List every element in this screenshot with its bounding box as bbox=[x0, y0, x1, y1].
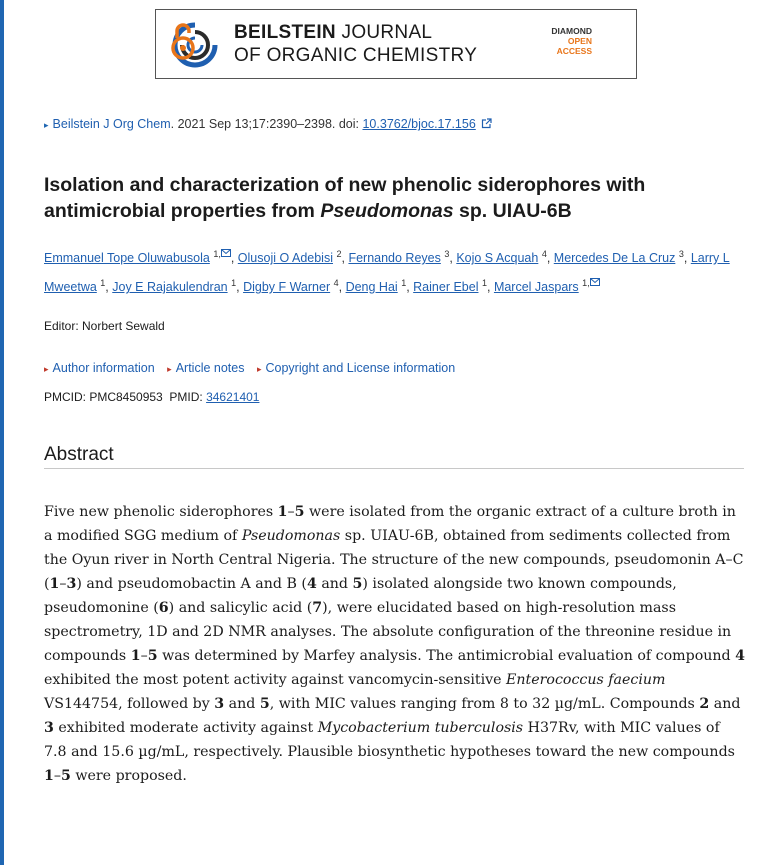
article-notes-toggle[interactable]: ▸ Article notes bbox=[167, 361, 245, 375]
external-link-icon bbox=[481, 118, 492, 129]
affiliation-number: 3 bbox=[678, 249, 684, 259]
identifiers-line: PMCID: PMC8450953 PMID: 34621401 bbox=[44, 390, 260, 404]
copyright-license-toggle[interactable]: ▸ Copyright and License information bbox=[256, 361, 456, 375]
author-link[interactable]: Deng Hai bbox=[345, 280, 398, 295]
email-icon[interactable] bbox=[590, 278, 600, 286]
author-information-toggle[interactable]: ▸ Author information bbox=[44, 361, 155, 375]
author-link[interactable]: Emmanuel Tope Oluwabusola bbox=[44, 251, 210, 266]
affiliation-number: 1 bbox=[100, 278, 106, 289]
expand-triangle-icon: ▸ bbox=[44, 120, 49, 130]
author-link[interactable]: Olusoji O Adebisi bbox=[237, 251, 333, 266]
email-icon[interactable] bbox=[221, 249, 231, 257]
author-list: Emmanuel Tope Oluwabusola $^{1,}$ , Olusoji O Adebisi $^2$, Fernando Reyes $^3$, Kojo S Acquah $^4$, Mercedes De La Cruz $^3$, Larry L Mweetwa $^1$, Joy E Rajakulendran $^1$, Digby F Warner $^4$, Deng Hai $^1$, Rainer Ebel $^1$, Marcel Jaspars $^{1,}$ bbox=[44, 249, 730, 295]
pmid-link[interactable]: 34621401 bbox=[206, 390, 260, 404]
open-access-lock-icon bbox=[170, 21, 196, 61]
info-links bbox=[44, 361, 464, 375]
journal-banner[interactable] bbox=[155, 9, 637, 79]
author-link[interactable]: Larry L Mweetwa bbox=[44, 251, 730, 295]
affiliation-number: 1 bbox=[231, 278, 237, 289]
citation-line: ▸ Beilstein J Org Chem. 2021 Sep 13;17:2390–2398. doi: 10.3762/bjoc.17.156 bbox=[44, 117, 492, 131]
abstract-divider bbox=[44, 468, 744, 469]
journal-citation-link[interactable]: Beilstein J Org Chem bbox=[52, 117, 171, 131]
abstract-heading: Abstract bbox=[44, 444, 114, 465]
author-link[interactable]: Mercedes De La Cruz bbox=[553, 251, 676, 266]
abstract-text: Five new phenolic siderophores 1–5 were isolated from the organic extract of a culture broth in a modified SGG medium of Pseudomonas sp. UIAU-6B, obtained from sediments collected from the Oyun river in North Central Nigeria. The structure of the new compounds, pseudomonin A–C (1–3) and pseudomobactin A and B (4 and 5) isolated alongside two known compounds, pseudomonine (6) and salicylic acid (7), were elucidated based on high-resolution mass spectrometry, 1D and 2D NMR analyses. The absolute configuration of the threonine residue in compounds 1–5 was determined by Marfey analysis. The antimicrobial evaluation of compound 4 exhibited the most potent activity against vancomycin-sensitive Enterococcus faecium VS144754, followed by 3 and 5, with MIC values ranging from 8 to 32 µg/mL. Compounds 2 and 3 exhibited moderate activity against Mycobacterium tuberculosis H37Rv, with MIC values of 7.8 and 15.6 µg/mL, respectively. Plausible biosynthetic hypotheses toward the new compounds 1–5 were proposed. bbox=[44, 504, 745, 784]
access-label: DIAMOND OPEN ACCESS bbox=[551, 26, 592, 56]
affiliation-number: 1, bbox=[213, 249, 231, 259]
journal-name-line1: BEILSTEIN JOURNAL bbox=[234, 22, 433, 43]
affiliation-number: 1, bbox=[582, 278, 600, 288]
pmcid-value: PMC8450953 bbox=[89, 390, 163, 404]
article-title: Isolation and characterization of new phenolic siderophores with antimicrobial properties from Pseudomonas sp. UIAU-6B bbox=[44, 174, 646, 222]
affiliation-number: 4 bbox=[541, 249, 547, 259]
affiliation-number: 3 bbox=[444, 249, 450, 259]
author-link[interactable]: Rainer Ebel bbox=[413, 280, 479, 295]
author-link[interactable]: Joy E Rajakulendran bbox=[112, 280, 228, 295]
author-link[interactable]: Marcel Jaspars bbox=[493, 280, 579, 295]
affiliation-number: 1 bbox=[401, 278, 407, 289]
left-accent-bar bbox=[0, 0, 4, 865]
doi-link[interactable]: 10.3762/bjoc.17.156 bbox=[362, 117, 476, 131]
author-link[interactable]: Fernando Reyes bbox=[348, 251, 441, 266]
editor-line: Editor: Norbert Sewald bbox=[44, 319, 165, 333]
affiliation-number: 1 bbox=[481, 278, 487, 289]
affiliation-number: 2 bbox=[336, 249, 342, 259]
journal-name-line2: OF ORGANIC CHEMISTRY bbox=[234, 45, 478, 66]
affiliation-number: 4 bbox=[333, 278, 339, 289]
author-link[interactable]: Digby F Warner bbox=[243, 280, 331, 295]
author-link[interactable]: Kojo S Acquah bbox=[456, 251, 539, 266]
